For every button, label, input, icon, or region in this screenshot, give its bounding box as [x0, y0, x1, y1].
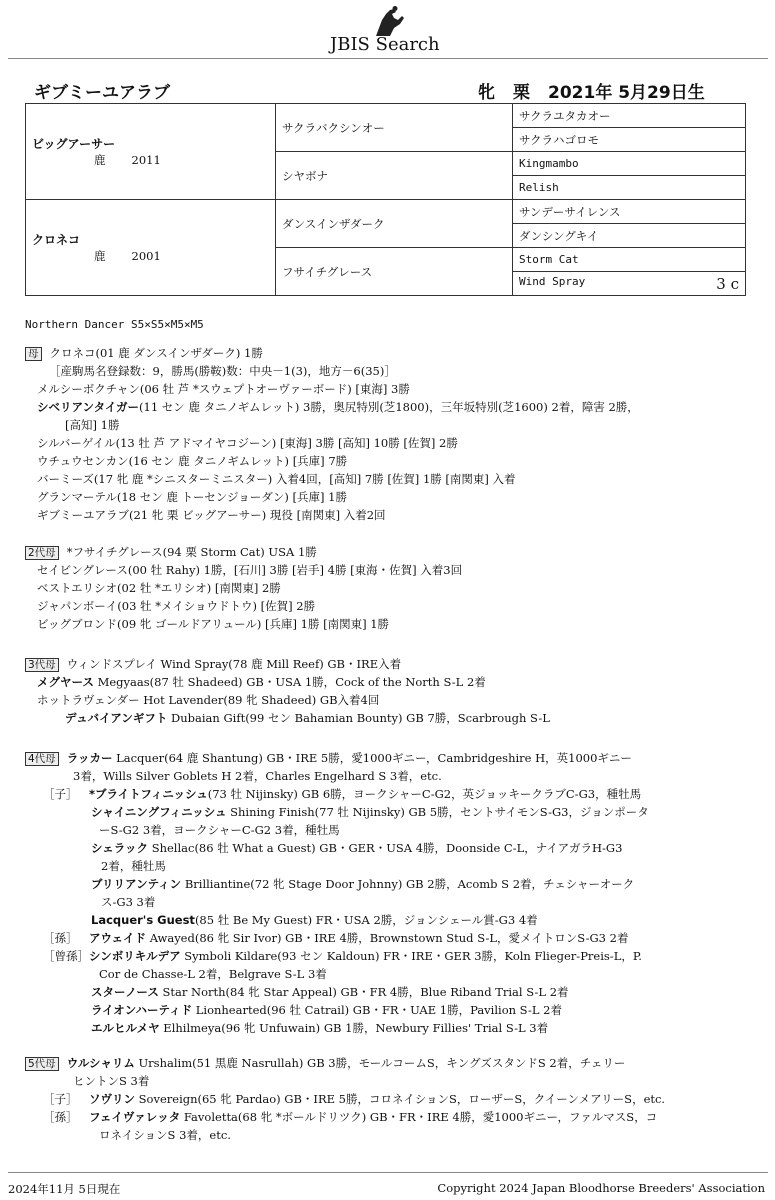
inbreeding-cross: Northern Dancer S5×S5×M5×M5 — [25, 318, 204, 331]
offspring-record: Brilliantine(72 牝 Stage Door Johnny) GB 2勝，Acomb S 2着，チェシャーオーク — [181, 877, 635, 891]
offspring-record-cont: ロネイションS 3着，etc. — [99, 1128, 231, 1142]
footer-divider — [8, 1172, 768, 1173]
gen5-section — [25, 1054, 725, 1144]
header-divider — [8, 58, 768, 59]
dam-year: 2001 — [131, 249, 161, 263]
dam-dam[interactable]: フサイチグレース — [276, 248, 513, 296]
race-name: Scarbrough S-L — [457, 711, 550, 725]
produce-record: ［産駒馬名登録数：9，勝馬(勝鞍)数：中央－1(3)，地方－6(35)］ — [49, 364, 396, 378]
offspring-line: ウチュウセンカン(16 セン 鹿 タニノギムレット) [兵庫] 7勝 — [37, 454, 348, 468]
sire-cell — [26, 104, 276, 200]
offspring-name: Lacquer's Guest — [91, 913, 195, 927]
relation-label: ［子］ — [43, 787, 78, 801]
offspring-name: スターノース — [91, 985, 159, 999]
dam-cell — [26, 200, 276, 296]
relation-label: ［子］ — [43, 1092, 78, 1106]
section-tag: 4代母 — [25, 752, 59, 766]
offspring-record: (73 牡 Nijinsky) GB 6勝，ヨークシャーC-G2，英ジョッキークラブC-G3，種牡馬 — [207, 787, 642, 801]
sire-name[interactable]: ビッグアーサー — [32, 137, 116, 151]
offspring-name: シンボリキルデア — [89, 949, 181, 963]
offspring-record: Shellac(86 牡 What a Guest) GB・GER・USA 4勝，Doonside C-L，ナイアガラH-G3 — [148, 841, 623, 855]
gen4-section — [25, 749, 725, 1037]
offspring-record: Megyaas(87 牡 Shadeed) GB・USA 1勝， — [93, 675, 336, 689]
sire-year: 2011 — [131, 153, 161, 167]
dd-dam-name[interactable]: Wind Spray — [519, 274, 586, 288]
sd-sire[interactable]: Kingmambo — [513, 152, 746, 176]
offspring-line: ギブミーユアラブ(21 牝 栗 ビッグアーサー) 現役 [南関東] 入着2回 — [37, 508, 386, 522]
offspring-record-cont: ス-G3 3着 — [101, 895, 156, 909]
offspring-line: シルバーゲイル(13 牡 芦 アドマイヤコジーン) [東海] 3勝 [高知] 10勝 [佐賀] 2勝 — [37, 436, 458, 450]
section-tag: 2代母 — [25, 546, 59, 560]
horse-birth: 2021年 5月29日生 — [548, 83, 705, 103]
gen3-section — [25, 655, 725, 727]
jbis-logo[interactable] — [330, 6, 460, 56]
relation-label: ［曾孫］ — [43, 949, 89, 963]
gen5-dam-name: ウルシャリム — [66, 1056, 135, 1070]
dam-color: 鹿 — [94, 249, 106, 263]
offspring-record: Symboli Kildare(93 セン Kaldoun) FR・IRE・GER 3勝，Koln Flieger-Preis-L，P. — [180, 949, 642, 963]
offspring-name: フェイヴァレッタ — [89, 1110, 181, 1124]
relation-label: ［孫］ — [43, 931, 78, 945]
sire-sire[interactable]: サクラバクシンオー — [276, 104, 513, 152]
offspring-name: シャイニングフィニッシュ — [91, 805, 227, 819]
offspring-line: グランマーテル(18 セン 鹿 トーセンジョーダン) [兵庫] 1勝 — [37, 490, 347, 504]
section-tag: 母 — [25, 347, 42, 361]
ds-dam[interactable]: ダンシングキイ — [513, 224, 746, 248]
offspring-name: アウェイド — [89, 931, 147, 945]
offspring-record: Elhilmeya(96 牝 Unfuwain) GB 1勝，Newbury Fillies' Trial S-L 3着 — [159, 1021, 549, 1035]
offspring-line: セイビングレース(00 牡 Rahy) 1勝，[石川] 3勝 [岩手] 4勝 [東海・佐賀] 入着3回 — [37, 563, 463, 577]
footer-date: 2024年11月 5日現在 — [8, 1182, 121, 1196]
offspring-line: ホットラヴェンダー Hot Lavender(89 牝 Shadeed) GB入着4回 — [37, 693, 380, 707]
offspring-line: ジャパンボーイ(03 牡 *メイショウドトウ) [佐賀] 2勝 — [37, 599, 316, 613]
offspring-line: メルシーボクチャン(06 牡 芦 *スウェプトオーヴァーボード) [東海] 3勝 — [37, 382, 410, 396]
offspring-record: Shining Finish(77 牡 Nijinsky) GB 5勝，セントサイモンS-G3，ジョンポータ — [226, 805, 649, 819]
ss-dam[interactable]: サクラハゴロモ — [513, 128, 746, 152]
sd-dam[interactable]: Relish — [513, 176, 746, 200]
gen4-dam-record-cont: 3着，Wills Silver Goblets H 2着，Charles Engelhard S 3着，etc. — [73, 769, 442, 783]
dam-line: クロネコ(01 鹿 ダンスインザダーク) 1勝 — [49, 346, 263, 360]
gen2-section — [25, 543, 725, 633]
footer-copyright: Copyright 2024 Japan Bloodhorse Breeders' Association — [437, 1181, 765, 1195]
offspring-line: ビッグブロンド(09 牝 ゴールドアリュール) [兵庫] 1勝 [南関東] 1勝 — [37, 617, 390, 631]
gen5-dam-record: Urshalim(51 黒鹿 Nasrullah) GB 3勝，モールコームS，キングズスタンドS 2着，チェリー — [134, 1056, 626, 1070]
horse-color: 栗 — [513, 83, 530, 103]
offspring-record: Sovereign(65 牝 Pardao) GB・IRE 5勝，コロネイションS，ローザーS，クイーンメアリーS，etc. — [135, 1092, 666, 1106]
sire-dam[interactable]: シヤボナ — [276, 152, 513, 200]
horse-name: ギブミーユアラブ — [34, 83, 170, 103]
horse-info — [478, 78, 723, 103]
offspring-record: Awayed(86 牝 Sir Ivor) GB・IRE 4勝，Brownstown Stud S-L，愛メイトロンS-G3 2着 — [146, 931, 629, 945]
section-tag: 3代母 — [25, 658, 59, 672]
offspring-record: Dubaian Gift(99 セン Bahamian Bounty) GB 7勝， — [167, 711, 458, 725]
relation-label: ［孫］ — [43, 1110, 78, 1124]
pedigree-table — [25, 103, 746, 296]
offspring-name: ライオンハーティド — [91, 1003, 193, 1017]
offspring-line: バーミーズ(17 牝 鹿 *シニスターミニスター) 入着4回，[高知] 7勝 [佐賀] 1勝 [南関東] 入着 — [37, 472, 516, 486]
offspring-name: メグヤース — [37, 675, 94, 689]
gen3-dam-line: ウィンドスプレイ Wind Spray(78 鹿 Mill Reef) GB・IRE入着 — [66, 657, 402, 671]
dd-dam — [513, 272, 746, 296]
horse-sex: 牝 — [478, 83, 495, 103]
offspring-name: シェラック — [91, 841, 149, 855]
offspring-name: デュバイアンギフト — [65, 711, 168, 725]
offspring-record: Star North(84 牝 Star Appeal) GB・FR 4勝，Blue Riband Trial S-L 2着 — [158, 985, 569, 999]
logo-text: JBIS Search — [330, 34, 440, 55]
offspring-line: ベストエリシオ(02 牡 *エリシオ) [南関東] 2勝 — [37, 581, 281, 595]
offspring-record-cont: ーS-G2 3着，ヨークシャーC-G2 3着，種牡馬 — [99, 823, 340, 837]
offspring-record: Favoletta(68 牝 *ボールドリツク) GB・FR・IRE 4勝，愛1000ギニー，ファルマスS，コ — [180, 1110, 658, 1124]
offspring-record: (85 牡 Be My Guest) FR・USA 2勝，ジョンシェール賞-G3 4着 — [194, 913, 538, 927]
gen4-dam-name: ラッカー — [66, 751, 113, 765]
offspring-record-cont: 2着，種牡馬 — [101, 859, 166, 873]
gen5-dam-record-cont: ヒントンS 3着 — [73, 1074, 150, 1088]
offspring-record: Lionhearted(96 牡 Catrail) GB・FR・UAE 1勝，Pavilion S-L 2着 — [192, 1003, 562, 1017]
family-number: 3 c — [716, 274, 739, 293]
dam-section — [25, 344, 725, 524]
offspring-record-cont: [高知] 1勝 — [65, 418, 120, 432]
gen2-dam-line: *フサイチグレース(94 栗 Storm Cat) USA 1勝 — [66, 545, 317, 559]
dam-sire[interactable]: ダンスインザダーク — [276, 200, 513, 248]
section-tag: 5代母 — [25, 1057, 59, 1071]
offspring-name: ブリリアンティン — [91, 877, 182, 891]
offspring-name: *ブライトフィニッシュ — [89, 787, 208, 801]
ds-sire[interactable]: サンデーサイレンス — [513, 200, 746, 224]
offspring-name: エルヒルメヤ — [91, 1021, 160, 1035]
race-name: Cock of the North S-L 2着 — [335, 675, 486, 689]
ss-sire[interactable]: サクラユタカオー — [513, 104, 746, 128]
sire-color: 鹿 — [94, 153, 106, 167]
offspring-record-cont: Cor de Chasse-L 2着，Belgrave S-L 3着 — [99, 967, 327, 981]
offspring-name: ソヴリン — [89, 1092, 135, 1106]
offspring-name: シベリアンタイガー — [37, 400, 140, 414]
dam-name[interactable]: クロネコ — [32, 233, 81, 247]
gen4-dam-record: Lacquer(64 鹿 Shantung) GB・IRE 5勝，愛1000ギニー，Cambridgeshire H，英1000ギニー — [112, 751, 632, 765]
offspring-record: (11 セン 鹿 タニノギムレット) 3勝，奥尻特別(芝1800)，三年坂特別(芝1600) 2着，障害 2勝， — [139, 400, 639, 414]
dd-sire[interactable]: Storm Cat — [513, 248, 746, 272]
